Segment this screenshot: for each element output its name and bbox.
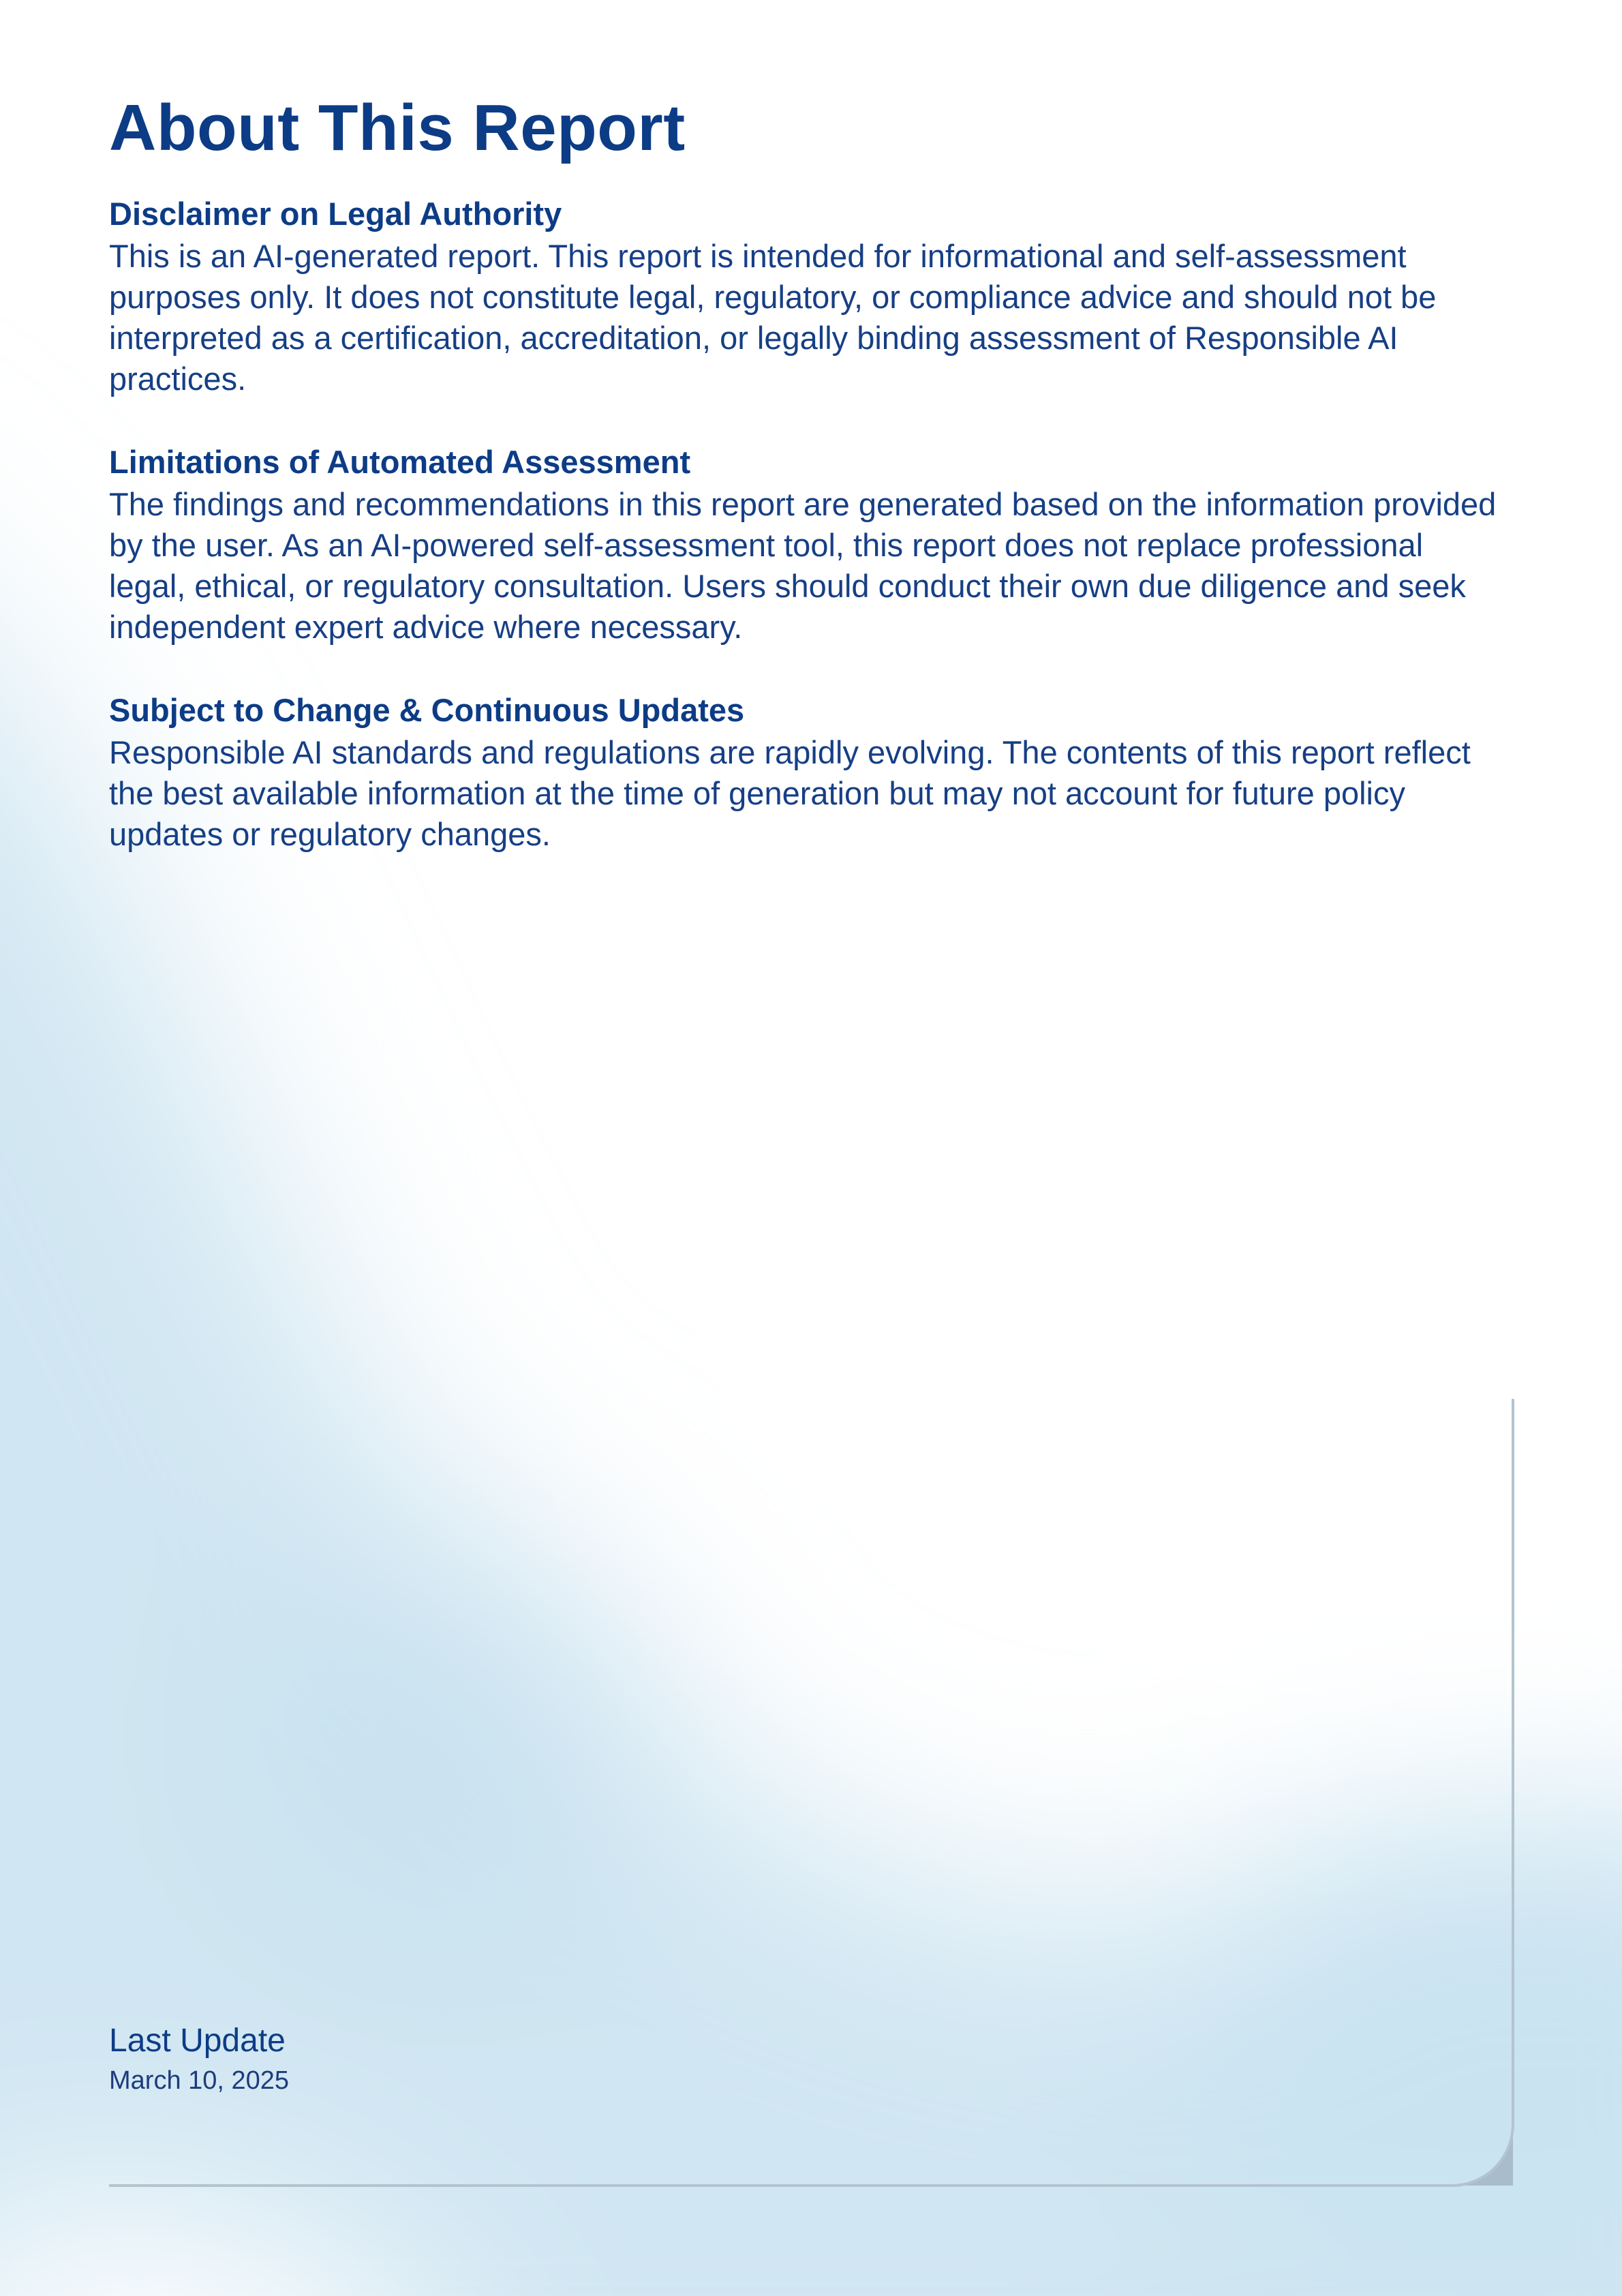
- section-heading: Subject to Change & Continuous Updates: [109, 689, 1499, 732]
- section-body: This is an AI-generated report. This report is intended for informational and self-assessment purposes only. It does not constitute legal, regulatory, or compliance advice and should not be interpreted as a certification, accreditation, or legally binding assessment of Responsible AI practices.: [109, 236, 1499, 399]
- last-update-date: March 10, 2025: [109, 2063, 289, 2098]
- section-body: The findings and recommendations in this report are generated based on the information provided by the user. As an AI-powered self-assessment tool, this report does not replace professional legal, ethical, or regulatory consultation. Users should conduct their own due diligence and seek independent expert advice where necessary.: [109, 484, 1499, 648]
- section-heading: Disclaimer on Legal Authority: [109, 192, 1499, 236]
- section-body: Responsible AI standards and regulations are rapidly evolving. The contents of this report reflect the best available information at the time of generation but may not account for future policy updates or regulatory changes.: [109, 732, 1499, 855]
- last-update-label: Last Update: [109, 2019, 289, 2063]
- page-title: About This Report: [109, 87, 686, 169]
- section-heading: Limitations of Automated Assessment: [109, 440, 1499, 484]
